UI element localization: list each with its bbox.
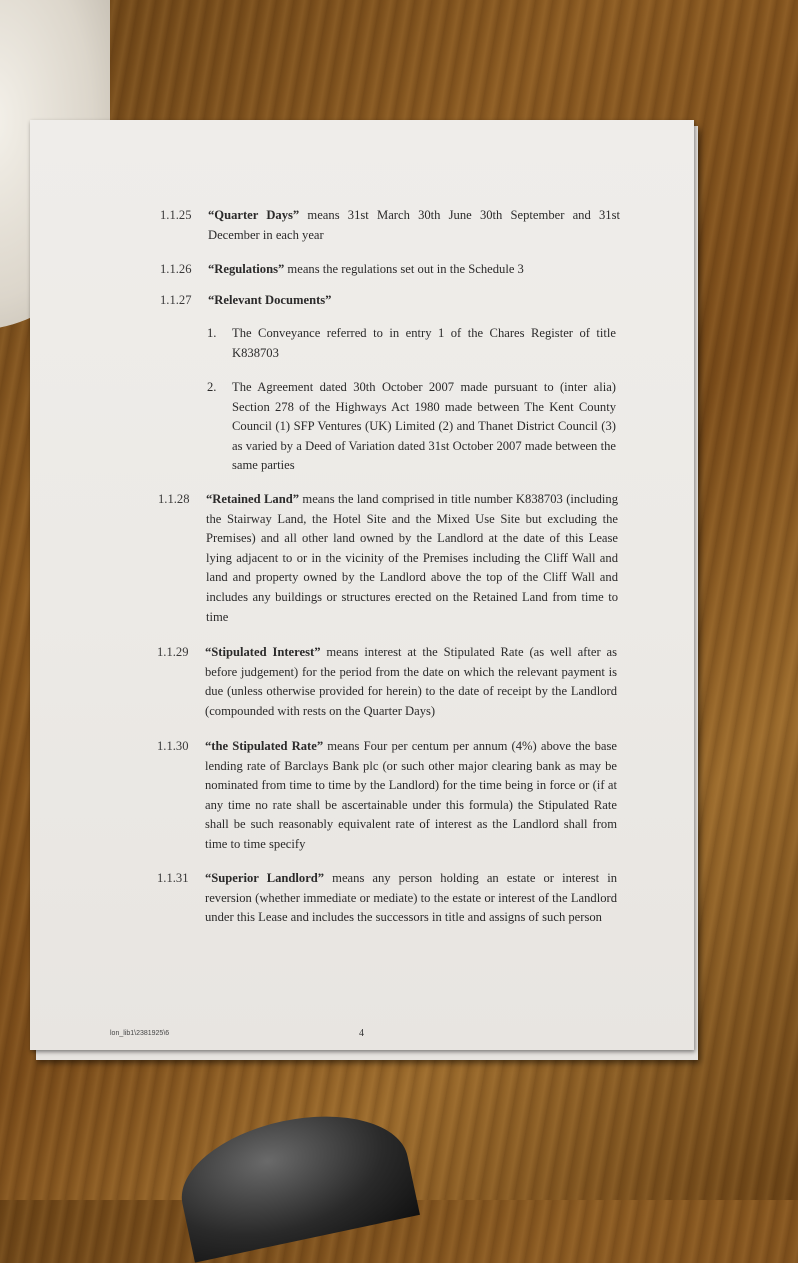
clause-number: 1.1.27 — [160, 293, 192, 307]
defined-term: “Relevant Documents” — [208, 293, 332, 307]
clause-body — [208, 291, 620, 311]
defined-term: “Retained Land” — [206, 492, 299, 506]
clause-body — [205, 869, 617, 928]
page-number: 4 — [359, 1028, 364, 1039]
clause-number: 1.1.31 — [157, 871, 189, 885]
item-number: 1. — [207, 326, 217, 340]
clause-body — [206, 490, 618, 627]
clause-text: means the regulations set out in the Schedule 3 — [284, 262, 524, 276]
clause-number: 1.1.28 — [158, 492, 190, 506]
defined-term: “the Stipulated Rate” — [205, 739, 324, 753]
item-text: The Conveyance referred to in entry 1 of the Chares Register of title K838703 — [232, 326, 616, 360]
defined-term: “Stipulated Interest” — [205, 645, 321, 659]
clause-text: means Four per centum per annum (4%) above the base lending rate of Barclays Bank plc (or such other major clearing bank as may be nominated from time to time by the Landlord) for the time being in force or (if at any time no rate shall be ascertainable under this formula) the Stipulated Rate shall be such reasonably equivalent rate of interest as the Landlord shall from time to time specify — [205, 739, 617, 851]
clause-text: means the land comprised in title number K838703 (including the Stairway Land, the Hotel Site and the Mixed Use Site but excluding the Premises) and all other land owned by the Landlord at the date of this Lease lying adjacent to or in the vicinity of the Premises including the Cliff Wall and land and property owned by the Landlord above the top of the Cliff Wall and includes any buildings or structures erected on the Retained Land from time to time — [206, 492, 618, 624]
defined-term: “Quarter Days” — [208, 208, 300, 222]
clause-text: means 31st March 30th June 30th September and 31st December in each year — [208, 208, 620, 242]
clause-body — [208, 206, 620, 245]
clause-number: 1.1.30 — [157, 739, 189, 753]
clause-text: means any person holding an estate or interest in reversion (whether immediate or mediate) to the estate or interest of the Landlord under this Lease and includes the successors in title and assigns of such person — [205, 871, 617, 925]
clause-number: 1.1.29 — [157, 645, 189, 659]
cable-plug — [170, 1097, 420, 1262]
clause-body — [205, 643, 617, 721]
item-text: The Agreement dated 30th October 2007 made pursuant to (inter alia) Section 278 of the Highways Act 1980 made between The Kent County Council (1) SFP Ventures (UK) Limited (2) and Thanet District Council (3) as varied by a Deed of Variation dated 31st October 2007 made between the same parties — [232, 380, 616, 473]
clause-text: means interest at the Stipulated Rate (as well after as before judgement) for the period from the date on which the relevant payment is due (unless otherwise provided for herein) to the date of receipt by the Landlord (compounded with rests on the Quarter Days) — [205, 645, 618, 718]
item-number: 2. — [207, 380, 217, 394]
clause-body — [205, 737, 617, 855]
clause-number: 1.1.25 — [160, 208, 192, 222]
defined-term: “Regulations” — [208, 262, 285, 276]
clause-number: 1.1.26 — [160, 262, 192, 276]
document-reference: lon_lib1\2381925\6 — [110, 1030, 170, 1037]
clause-body — [208, 260, 620, 280]
document-page — [30, 120, 694, 1050]
defined-term: “Superior Landlord” — [205, 871, 325, 885]
